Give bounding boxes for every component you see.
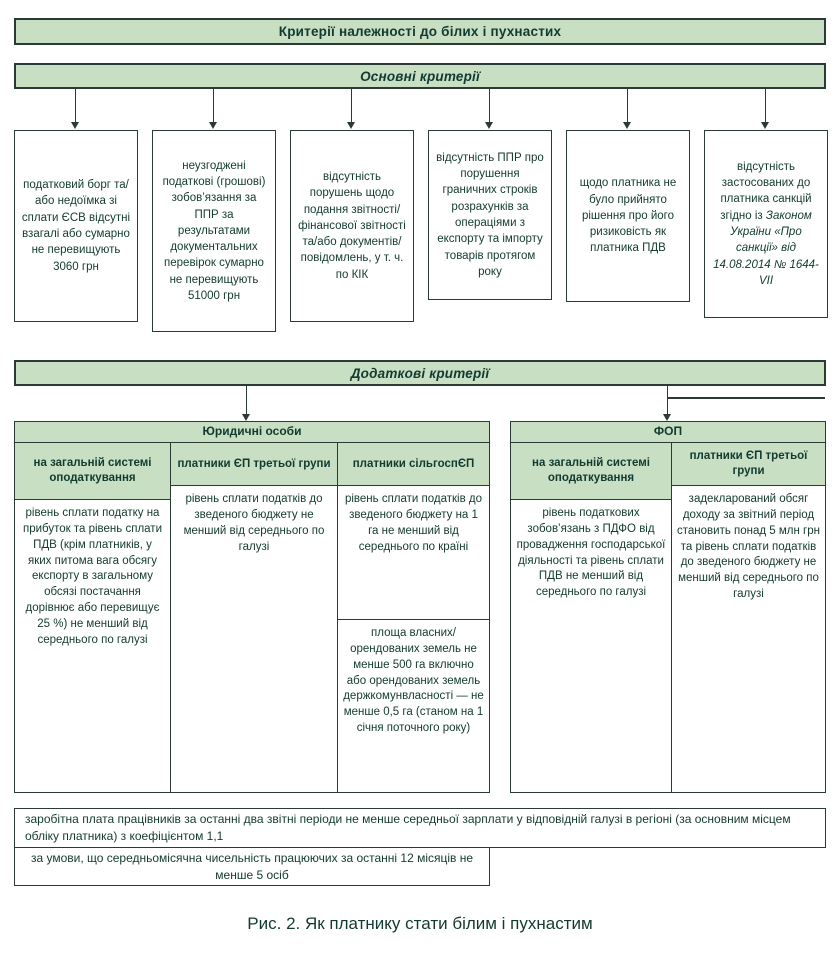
main-criterion-box-riskiness [566, 130, 690, 302]
main-criterion-text [710, 159, 822, 290]
column-cell [337, 619, 490, 793]
footer-salary-text: заробітна плата працівників за останні два звітні періоди не менше середньої зарплати у відповідній галузі в регіоні (за основним місцем обліку платника) з коефіцієнтом 1,1 [25, 812, 791, 843]
footer-headcount-box [14, 847, 490, 886]
column-cell-text: рівень сплати податків до зведеного бюджету не менший від середнього по галузі [183, 493, 325, 553]
arrow-down-icon [663, 386, 672, 421]
column-header-single-tax-third-group: платники ЄП третьої групи [170, 442, 338, 486]
column-cell [510, 499, 672, 793]
column-cell [170, 485, 338, 793]
diagram-title-bar: Критерії належності до білих і пухнастих [14, 18, 826, 45]
column-cell-text: рівень податкових зобов’язань з ПДФО від провадження господарської діяльності та рівень сплати ПДВ не менший від середнього по галузі [516, 507, 666, 599]
footer-headcount-text: за умови, що середньомісячна чисельність працюючих за останні 12 місяців не менше 5 осіб [30, 850, 474, 882]
column-cell-text: площа власних/ орендованих земель не менше 500 га включно або орендованих земель держкомунвласності — не менше 0,5 га (станом на 1 січня поточного року) [343, 627, 484, 735]
column-cell-text: рівень сплати податку на прибуток та рівень сплати ПДВ (крім платників, у яких питома вага обсягу експорту в загальному обсязі постачання дорівнює або перевищує 25 %) не менший від середнього по галузі [22, 507, 162, 646]
main-criterion-box-tax-debt [14, 130, 138, 322]
arrow-down-icon [209, 89, 218, 129]
column-cell-text: рівень сплати податків до зведеного бюджету на 1 га не менший від середнього по країні [344, 493, 483, 553]
column-cell [14, 499, 171, 793]
column-header-single-tax-third-group-fop: платники ЄП третьої групи [671, 442, 826, 486]
arrow-down-icon [347, 89, 356, 129]
arrow-down-icon [242, 386, 251, 421]
group-header-fop: ФОП [510, 421, 826, 443]
column-header-general-system-fop: на загальній системі оподаткування [510, 442, 672, 500]
arrow-down-icon [71, 89, 80, 129]
law-reference: Законом України «Про санкції» від 14.08.2014 № 1644-VII [713, 209, 819, 287]
figure-caption: Рис. 2. Як платнику стати білим і пухнастим [247, 914, 593, 933]
main-criterion-box-unagreed-obligations [152, 130, 276, 332]
main-criterion-box-reporting [290, 130, 414, 322]
main-criteria-bar: Основні критерії [14, 63, 826, 89]
main-criterion-box-settlement-terms [428, 130, 552, 300]
main-criterion-text: неузгоджені податкові (грошові) зобов’язання за ППР за результатами документальних перевірок сумарно не перевищують 51000 грн [162, 159, 266, 303]
arrow-down-icon [485, 89, 494, 129]
column-cell [337, 485, 490, 620]
group-header-legal-entities: Юридичні особи [14, 421, 490, 443]
additional-criteria-bar: Додаткові критерії [14, 360, 826, 386]
arrow-down-icon [623, 89, 632, 129]
main-criterion-text: відсутність порушень щодо подання звітності/ фінансової звітності та/або документів/ повідомлень, у т. ч. по КІК [298, 170, 406, 281]
column-cell-text: задекларований обсяг доходу за звітний період становить понад 5 млн грн та рівень сплати податків до зведеного бюджету не менший від середнього по галузі [677, 493, 820, 601]
footer-salary-box [14, 808, 826, 848]
main-criterion-box-sanctions [704, 130, 828, 318]
sanctions-text: відсутність застосованих до платника санкцій згідно із [720, 160, 812, 222]
connector-line [668, 397, 825, 399]
column-header-agri-single-tax: платники сільгоспЄП [337, 442, 490, 486]
main-criterion-text: щодо платника не було прийнято рішення про його ризиковість як платника ПДВ [579, 177, 677, 255]
column-header-general-system: на загальній системі оподаткування [14, 442, 171, 500]
arrow-down-icon [761, 89, 770, 129]
main-criterion-text: податковий борг та/або недоїмка зі сплати ЄСВ відсутні взагалі або сумарно не перевищують 3060 грн [21, 179, 131, 273]
main-criterion-text: відсутність ППР про порушення граничних строків розрахунків за операціями з експорту та імпорту товарів протягом року [436, 151, 544, 278]
column-cell [671, 485, 826, 793]
